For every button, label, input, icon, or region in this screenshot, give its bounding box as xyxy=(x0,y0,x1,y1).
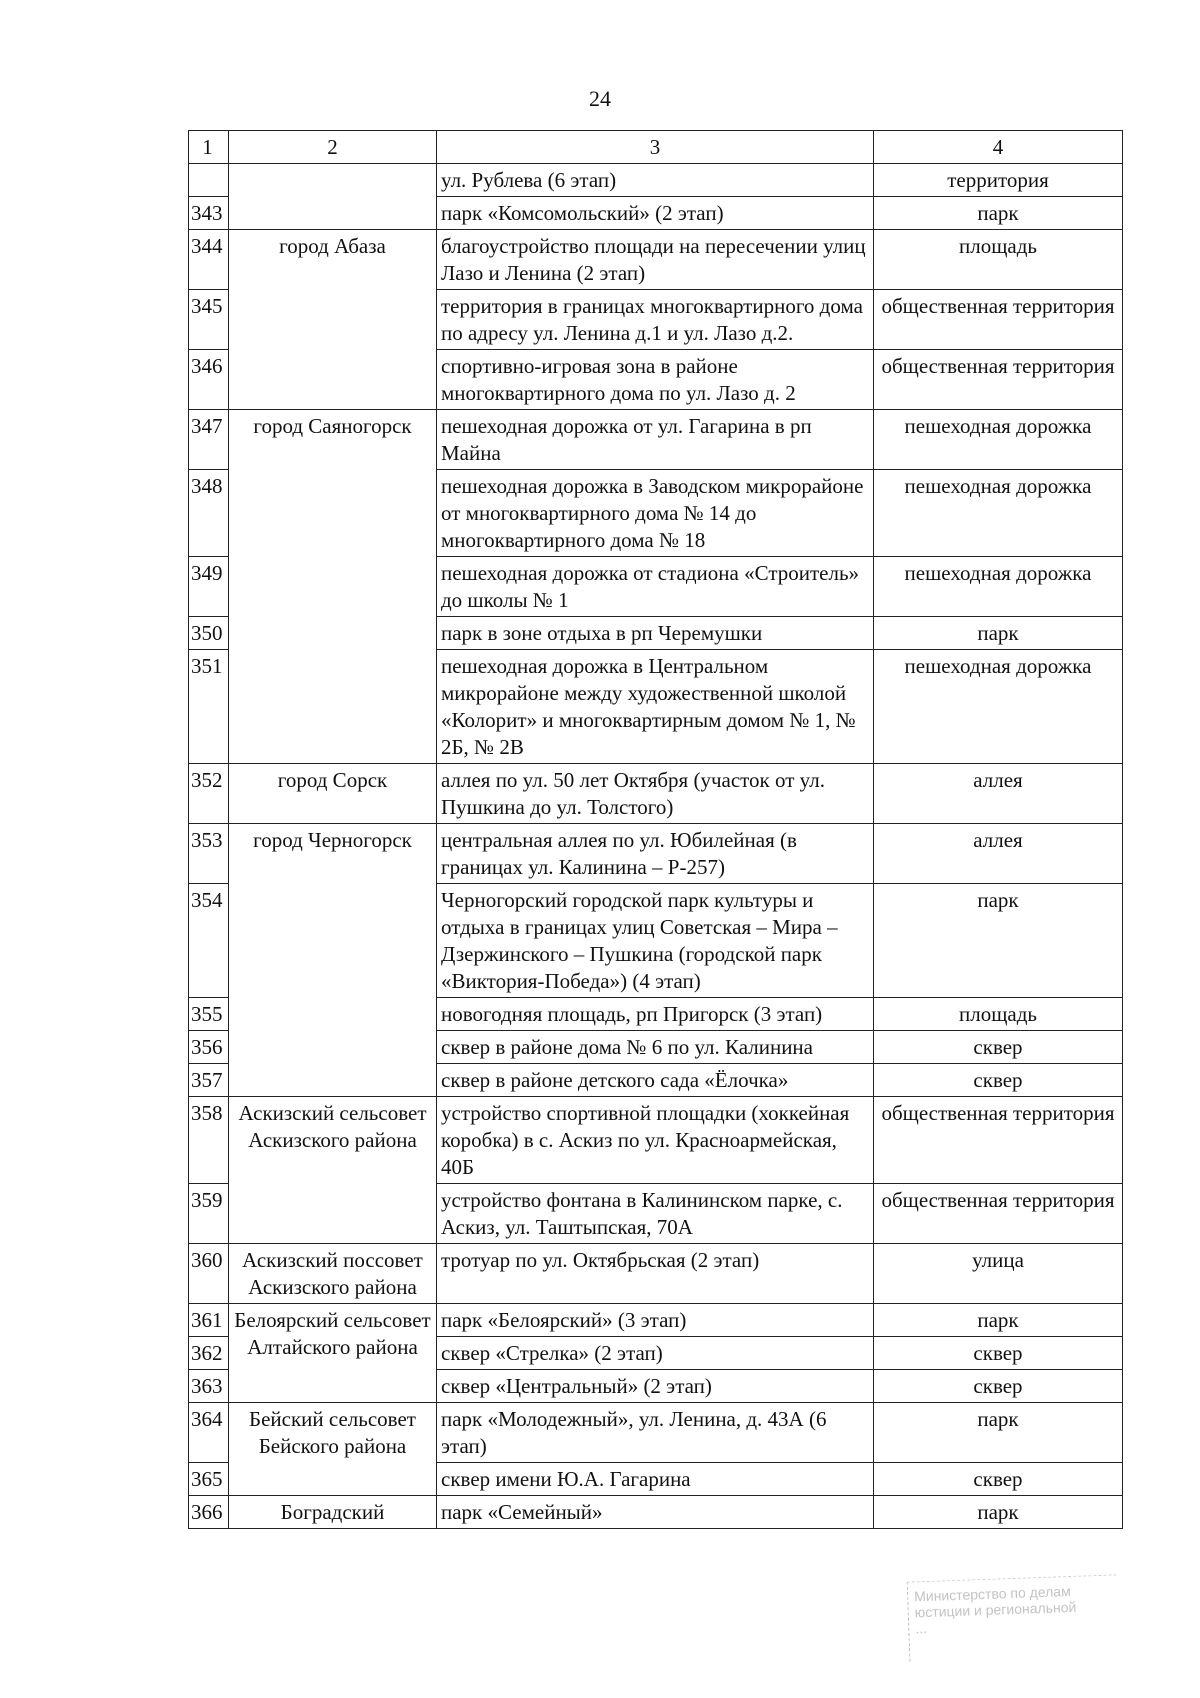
row-number: 360 xyxy=(189,1244,229,1304)
object-type-cell: аллея xyxy=(874,824,1123,884)
table-row xyxy=(189,410,1123,470)
header-col-4: 4 xyxy=(874,131,1123,164)
row-number: 347 xyxy=(189,410,229,470)
object-type-cell: парк xyxy=(874,197,1123,230)
object-name-cell: сквер в районе детского сада «Ёлочка» xyxy=(437,1064,874,1097)
municipality-cell xyxy=(229,164,437,230)
object-name-cell: сквер имени Ю.А. Гагарина xyxy=(437,1463,874,1496)
object-type-cell: сквер xyxy=(874,1031,1123,1064)
row-number: 364 xyxy=(189,1403,229,1463)
row-number: 353 xyxy=(189,824,229,884)
object-type-cell: территория xyxy=(874,164,1123,197)
municipality-cell: город Абаза xyxy=(229,230,437,410)
table-row xyxy=(189,1097,1123,1184)
objects-table xyxy=(188,130,1123,1529)
row-number: 343 xyxy=(189,197,229,230)
municipality-cell: Боградский xyxy=(229,1496,437,1529)
object-type-cell: общественная территория xyxy=(874,1184,1123,1244)
object-type-cell: парк xyxy=(874,1403,1123,1463)
row-number: 362 xyxy=(189,1337,229,1370)
table-row xyxy=(189,1496,1123,1529)
table-header-row xyxy=(189,131,1123,164)
object-name-cell: пешеходная дорожка от стадиона «Строитель» до школы № 1 xyxy=(437,557,874,617)
row-number: 366 xyxy=(189,1496,229,1529)
object-type-cell: общественная территория xyxy=(874,290,1123,350)
row-number: 354 xyxy=(189,884,229,998)
object-name-cell: парк «Молодежный», ул. Ленина, д. 43А (6 этап) xyxy=(437,1403,874,1463)
row-number: 344 xyxy=(189,230,229,290)
row-number: 350 xyxy=(189,617,229,650)
object-name-cell: спортивно-игровая зона в районе многоквартирного дома по ул. Лазо д. 2 xyxy=(437,350,874,410)
municipality-cell: Бейский сельсовет Бейского района xyxy=(229,1403,437,1496)
row-number: 356 xyxy=(189,1031,229,1064)
object-type-cell: пешеходная дорожка xyxy=(874,410,1123,470)
object-name-cell: пешеходная дорожка от ул. Гагарина в рп Майна xyxy=(437,410,874,470)
stamp-line: ... xyxy=(915,1620,928,1637)
object-type-cell: аллея xyxy=(874,764,1123,824)
row-number: 361 xyxy=(189,1304,229,1337)
page-number: 24 xyxy=(589,86,611,111)
row-number: 345 xyxy=(189,290,229,350)
object-name-cell: новогодняя площадь, рп Пригорск (3 этап) xyxy=(437,998,874,1031)
header-col-1: 1 xyxy=(189,131,229,164)
object-name-cell: центральная аллея по ул. Юбилейная (в границах ул. Калинина – Р-257) xyxy=(437,824,874,884)
object-name-cell: пешеходная дорожка в Центральном микрорайоне между художественной школой «Колорит» и многоквартирным домом № 1, № 2Б, № 2В xyxy=(437,650,874,764)
row-number: 363 xyxy=(189,1370,229,1403)
object-name-cell: сквер в районе дома № 6 по ул. Калинина xyxy=(437,1031,874,1064)
row-number: 349 xyxy=(189,557,229,617)
object-type-cell: сквер xyxy=(874,1463,1123,1496)
municipality-cell: Аскизский сельсовет Аскизского района xyxy=(229,1097,437,1244)
row-number xyxy=(189,164,229,197)
object-type-cell: парк xyxy=(874,1496,1123,1529)
object-name-cell: парк «Белоярский» (3 этап) xyxy=(437,1304,874,1337)
object-type-cell: сквер xyxy=(874,1370,1123,1403)
object-name-cell: Черногорский городской парк культуры и отдыха в границах улиц Советская – Мира – Дзержинского – Пушкина (городской парк «Виктория-Победа») (4 этап) xyxy=(437,884,874,998)
object-type-cell: площадь xyxy=(874,998,1123,1031)
table-row xyxy=(189,230,1123,290)
object-name-cell: парк в зоне отдыха в рп Черемушки xyxy=(437,617,874,650)
row-number: 365 xyxy=(189,1463,229,1496)
object-type-cell: сквер xyxy=(874,1064,1123,1097)
object-name-cell: устройство фонтана в Калининском парке, с. Аскиз, ул. Таштыпская, 70А xyxy=(437,1184,874,1244)
object-name-cell: сквер «Центральный» (2 этап) xyxy=(437,1370,874,1403)
table-row xyxy=(189,1304,1123,1337)
object-name-cell: пешеходная дорожка в Заводском микрорайоне от многоквартирного дома № 14 до многоквартирного дома № 18 xyxy=(437,470,874,557)
table-row xyxy=(189,164,1123,197)
object-type-cell: улица xyxy=(874,1244,1123,1304)
header-col-2: 2 xyxy=(229,131,437,164)
row-number: 346 xyxy=(189,350,229,410)
object-type-cell: пешеходная дорожка xyxy=(874,470,1123,557)
object-type-cell: парк xyxy=(874,617,1123,650)
row-number: 352 xyxy=(189,764,229,824)
object-name-cell: парк «Семейный» xyxy=(437,1496,874,1529)
municipality-cell: город Черногорск xyxy=(229,824,437,1097)
row-number: 348 xyxy=(189,470,229,557)
municipality-cell: город Саяногорск xyxy=(229,410,437,764)
row-number: 359 xyxy=(189,1184,229,1244)
municipality-cell: Белоярский сельсовет Алтайского района xyxy=(229,1304,437,1403)
object-type-cell: пешеходная дорожка xyxy=(874,650,1123,764)
stamp-line: Министерство по делам xyxy=(913,1582,1071,1605)
object-type-cell: площадь xyxy=(874,230,1123,290)
object-name-cell: парк «Комсомольский» (2 этап) xyxy=(437,197,874,230)
table-row xyxy=(189,764,1123,824)
object-type-cell: парк xyxy=(874,1304,1123,1337)
object-type-cell: общественная территория xyxy=(874,1097,1123,1184)
row-number: 357 xyxy=(189,1064,229,1097)
object-type-cell: общественная территория xyxy=(874,350,1123,410)
municipality-cell: город Сорск xyxy=(229,764,437,824)
table-row xyxy=(189,1403,1123,1463)
row-number: 355 xyxy=(189,998,229,1031)
object-name-cell: сквер «Стрелка» (2 этап) xyxy=(437,1337,874,1370)
row-number: 351 xyxy=(189,650,229,764)
object-name-cell: аллея по ул. 50 лет Октября (участок от ул. Пушкина до ул. Толстого) xyxy=(437,764,874,824)
table-row xyxy=(189,824,1123,884)
stamp-line: юстиции и региональной xyxy=(914,1598,1077,1621)
object-name-cell: территория в границах многоквартирного дома по адресу ул. Ленина д.1 и ул. Лазо д.2. xyxy=(437,290,874,350)
header-col-3: 3 xyxy=(437,131,874,164)
object-name-cell: тротуар по ул. Октябрьская (2 этап) xyxy=(437,1244,874,1304)
registration-stamp xyxy=(907,1574,1120,1661)
object-type-cell: пешеходная дорожка xyxy=(874,557,1123,617)
object-name-cell: благоустройство площади на пересечении улиц Лазо и Ленина (2 этап) xyxy=(437,230,874,290)
table-row xyxy=(189,1244,1123,1304)
object-type-cell: парк xyxy=(874,884,1123,998)
municipality-cell: Аскизский поссовет Аскизского района xyxy=(229,1244,437,1304)
object-name-cell: ул. Рублева (6 этап) xyxy=(437,164,874,197)
object-type-cell: сквер xyxy=(874,1337,1123,1370)
row-number: 358 xyxy=(189,1097,229,1184)
object-name-cell: устройство спортивной площадки (хоккейная коробка) в с. Аскиз по ул. Красноармейская, 40Б xyxy=(437,1097,874,1184)
